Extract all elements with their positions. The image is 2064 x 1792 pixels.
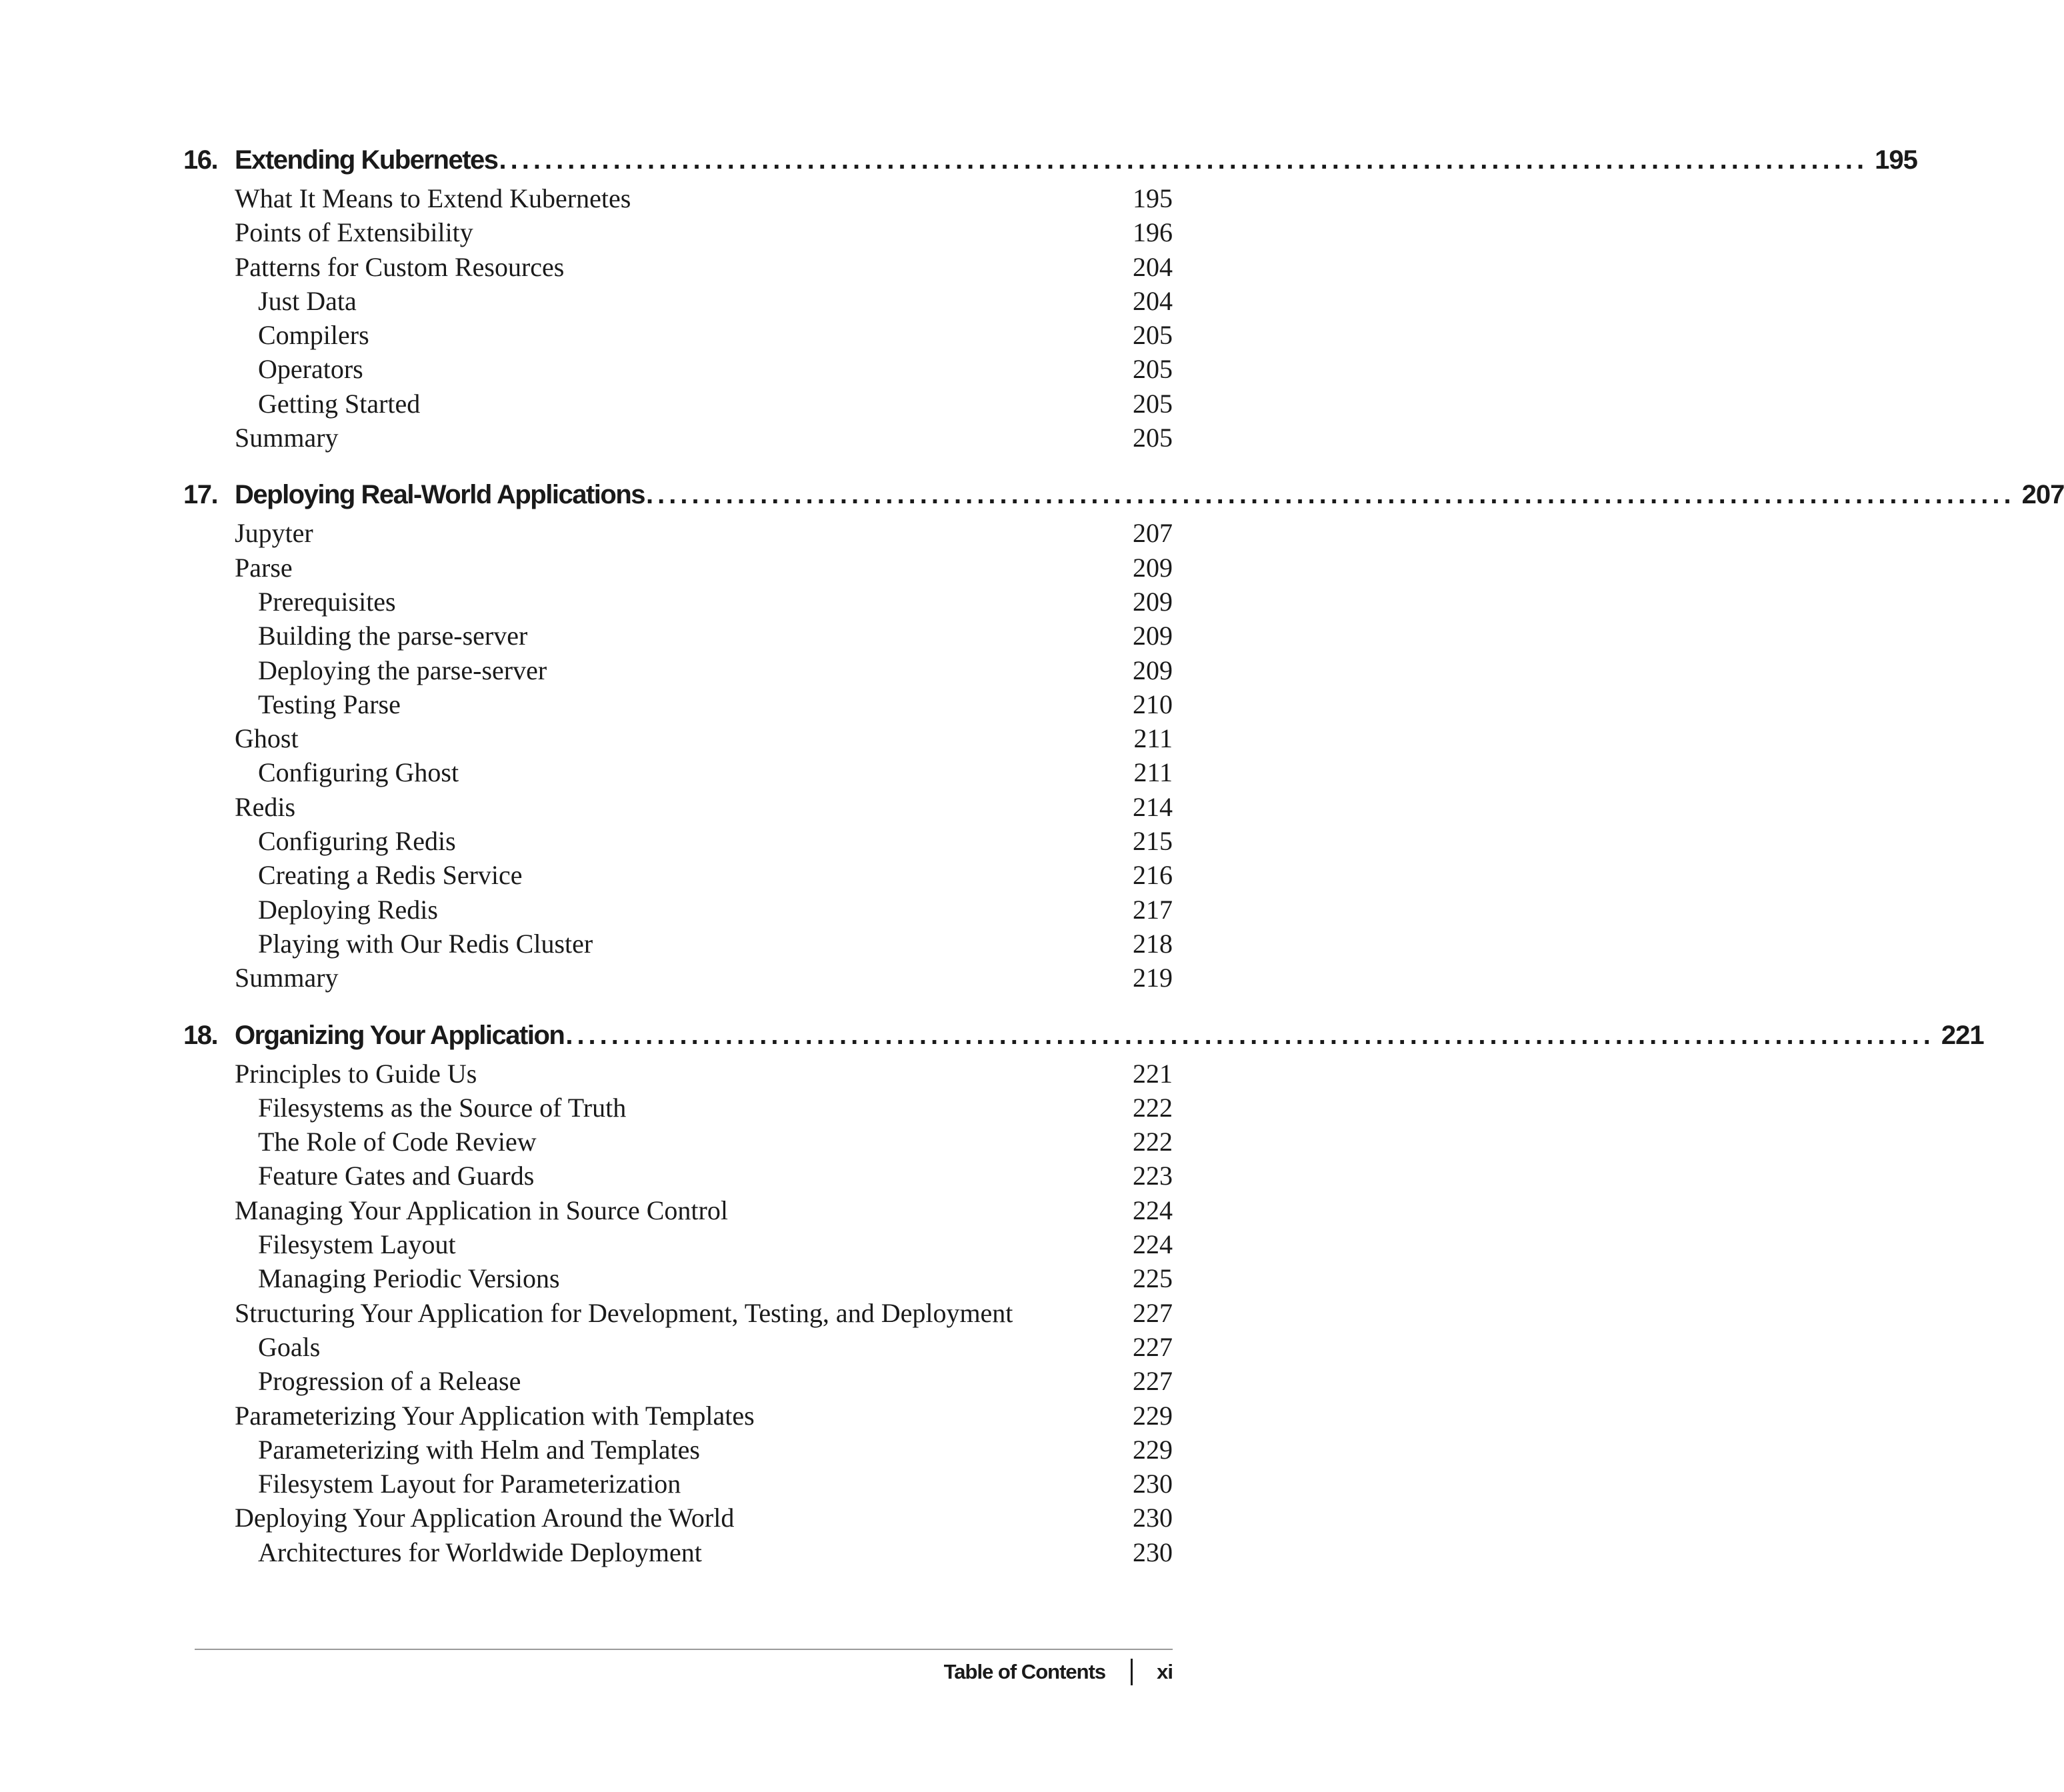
toc-subsection-entry[interactable] xyxy=(183,284,1173,318)
toc-section-entry[interactable] xyxy=(183,551,1173,585)
entry-page-number: 229 xyxy=(1133,1434,1173,1465)
entry-title: Summary xyxy=(235,423,339,453)
entry-page-number: 224 xyxy=(1133,1229,1173,1260)
entry-title: Deploying Your Application Around the World xyxy=(235,1503,735,1533)
toc-section-entry[interactable] xyxy=(183,961,1173,995)
entry-page-number: 229 xyxy=(1133,1400,1173,1431)
chapter-title: Organizing Your Application xyxy=(235,1020,565,1050)
toc-section-entry[interactable] xyxy=(183,516,1173,550)
entry-title: Architectures for Worldwide Deployment xyxy=(258,1537,702,1567)
entry-title: Parameterizing Your Application with Templates xyxy=(235,1400,755,1431)
entry-title: Testing Parse xyxy=(258,689,401,719)
footer-page-number: xi xyxy=(1157,1660,1173,1683)
entry-title: Patterns for Custom Resources xyxy=(235,251,565,282)
toc-subsection-entry[interactable] xyxy=(183,585,1173,619)
toc-subsection-entry[interactable] xyxy=(183,824,1173,858)
chapter-page-number: 195 xyxy=(1875,145,1917,175)
footer-section-label: Table of Contents xyxy=(943,1660,1106,1683)
toc-subsection-entry[interactable] xyxy=(183,1467,1173,1501)
entry-page-number: 222 xyxy=(1133,1127,1173,1157)
toc-subsection-entry[interactable] xyxy=(183,1535,1173,1569)
chapter-title: Extending Kubernetes xyxy=(235,145,498,175)
entry-page-number: 195 xyxy=(1133,183,1173,213)
toc-section-entry[interactable] xyxy=(183,250,1173,284)
entry-title: Building the parse-server xyxy=(258,621,528,651)
entry-page-number: 205 xyxy=(1133,423,1173,453)
entry-page-number: 223 xyxy=(1133,1161,1173,1191)
page-footer xyxy=(944,1659,1173,1685)
entry-title: Ghost xyxy=(235,723,299,754)
entry-page-number: 215 xyxy=(1133,826,1173,857)
entry-title: Filesystems as the Source of Truth xyxy=(258,1092,627,1123)
toc-section-entry[interactable] xyxy=(183,181,1173,215)
chapter-page-number: 221 xyxy=(1941,1020,1984,1050)
entry-title: Principles to Guide Us xyxy=(235,1058,477,1089)
entry-page-number: 209 xyxy=(1133,621,1173,651)
footer-rule xyxy=(195,1649,1173,1650)
entry-page-number: 205 xyxy=(1133,320,1173,351)
chapter-page-number: 207 xyxy=(2021,480,2064,510)
entry-page-number: 222 xyxy=(1133,1092,1173,1123)
toc-subsection-entry[interactable] xyxy=(183,1159,1173,1193)
entry-page-number: 217 xyxy=(1133,894,1173,925)
entry-page-number: 216 xyxy=(1133,860,1173,891)
toc-subsection-entry[interactable] xyxy=(183,927,1173,961)
entry-page-number: 210 xyxy=(1133,689,1173,719)
entry-title: Managing Periodic Versions xyxy=(258,1263,560,1294)
entry-page-number: 219 xyxy=(1133,963,1173,993)
entry-page-number: 227 xyxy=(1133,1366,1173,1397)
chapter-block xyxy=(183,480,2064,995)
entry-page-number: 214 xyxy=(1133,791,1173,822)
entry-title: Redis xyxy=(235,791,296,822)
toc-section-entry[interactable] xyxy=(183,1296,1173,1330)
entry-title: Feature Gates and Guards xyxy=(258,1161,535,1191)
toc-subsection-entry[interactable] xyxy=(183,1091,1173,1125)
chapter-number: 17. xyxy=(183,480,218,510)
entry-title: What It Means to Extend Kubernetes xyxy=(235,183,631,213)
entry-title: Deploying Redis xyxy=(258,894,438,925)
entry-page-number: 218 xyxy=(1133,928,1173,959)
entry-title: Managing Your Application in Source Control xyxy=(235,1195,728,1225)
entry-page-number: 209 xyxy=(1133,552,1173,583)
toc-section-entry[interactable] xyxy=(183,215,1173,249)
chapter-block xyxy=(183,145,1917,455)
toc-section-entry[interactable] xyxy=(183,421,1173,455)
entry-page-number: 227 xyxy=(1133,1297,1173,1328)
chapter-heading[interactable] xyxy=(183,1020,1984,1057)
toc-section-entry[interactable] xyxy=(183,721,1173,755)
toc-subsection-entry[interactable] xyxy=(183,1261,1173,1295)
toc-subsection-entry[interactable] xyxy=(183,1433,1173,1467)
entry-page-number: 230 xyxy=(1133,1503,1173,1533)
toc-subsection-entry[interactable] xyxy=(183,1364,1173,1398)
entry-page-number: 224 xyxy=(1133,1195,1173,1225)
entry-page-number: 225 xyxy=(1133,1263,1173,1294)
chapter-number: 16. xyxy=(183,145,218,175)
entry-title: Operators xyxy=(258,354,363,385)
toc-section-entry[interactable] xyxy=(183,790,1173,824)
toc-subsection-entry[interactable] xyxy=(183,1125,1173,1159)
chapter-number: 18. xyxy=(183,1020,218,1050)
footer-separator xyxy=(1131,1659,1133,1685)
entry-page-number: 209 xyxy=(1133,655,1173,685)
entry-title: Structuring Your Application for Development, Testing, and Deployment xyxy=(235,1297,1013,1328)
entry-page-number: 211 xyxy=(1133,723,1173,754)
entry-title: Parse xyxy=(235,552,293,583)
entry-page-number: 230 xyxy=(1133,1537,1173,1567)
entry-title: Configuring Redis xyxy=(258,826,456,857)
toc-section-entry[interactable] xyxy=(183,1057,1173,1091)
chapter-heading[interactable] xyxy=(183,480,2064,516)
entry-title: Configuring Ghost xyxy=(258,757,459,788)
dot-leader: ........................................................................................................................ xyxy=(646,480,2015,510)
entry-title: Creating a Redis Service xyxy=(258,860,523,891)
toc-subsection-entry[interactable] xyxy=(183,387,1173,421)
toc-subsection-entry[interactable] xyxy=(183,653,1173,687)
entry-page-number: 230 xyxy=(1133,1469,1173,1499)
entry-title: Filesystem Layout for Parameterization xyxy=(258,1469,681,1499)
entry-title: Deploying the parse-server xyxy=(258,655,547,685)
entry-page-number: 205 xyxy=(1133,388,1173,419)
toc-section-entry[interactable] xyxy=(183,1501,1173,1535)
entry-page-number: 211 xyxy=(1133,757,1173,788)
toc-subsection-entry[interactable] xyxy=(183,352,1173,386)
entry-title: The Role of Code Review xyxy=(258,1127,537,1157)
toc-subsection-entry[interactable] xyxy=(183,1330,1173,1364)
entry-title: Goals xyxy=(258,1331,321,1362)
table-of-contents xyxy=(183,145,2064,1595)
entry-title: Summary xyxy=(235,963,339,993)
entry-title: Progression of a Release xyxy=(258,1366,521,1397)
entry-page-number: 221 xyxy=(1133,1058,1173,1089)
entry-title: Parameterizing with Helm and Templates xyxy=(258,1434,700,1465)
toc-section-entry[interactable] xyxy=(183,1193,1173,1227)
toc-section-entry[interactable] xyxy=(183,1399,1173,1433)
toc-subsection-entry[interactable] xyxy=(183,893,1173,927)
entry-title: Compilers xyxy=(258,320,369,351)
entry-page-number: 204 xyxy=(1133,251,1173,282)
entry-page-number: 227 xyxy=(1133,1331,1173,1362)
toc-subsection-entry[interactable] xyxy=(183,755,1173,789)
toc-subsection-entry[interactable] xyxy=(183,687,1173,721)
entry-title: Just Data xyxy=(258,285,357,316)
chapter-title: Deploying Real-World Applications xyxy=(235,480,645,510)
entry-page-number: 209 xyxy=(1133,586,1173,617)
entry-page-number: 207 xyxy=(1133,518,1173,549)
toc-subsection-entry[interactable] xyxy=(183,1227,1173,1261)
entry-title: Points of Extensibility xyxy=(235,217,473,248)
dot-leader: ........................................................................................................................ xyxy=(499,145,1869,175)
chapter-heading[interactable] xyxy=(183,145,1917,181)
dot-leader: ........................................................................................................................ xyxy=(565,1020,1935,1050)
entry-title: Getting Started xyxy=(258,388,421,419)
entry-page-number: 205 xyxy=(1133,354,1173,385)
chapter-block xyxy=(183,1020,1984,1569)
entry-title: Playing with Our Redis Cluster xyxy=(258,928,593,959)
toc-subsection-entry[interactable] xyxy=(183,858,1173,892)
entry-page-number: 196 xyxy=(1133,217,1173,248)
entry-page-number: 204 xyxy=(1133,285,1173,316)
toc-subsection-entry[interactable] xyxy=(183,318,1173,352)
entry-title: Prerequisites xyxy=(258,586,396,617)
entry-title: Filesystem Layout xyxy=(258,1229,456,1260)
entry-title: Jupyter xyxy=(235,518,313,549)
toc-subsection-entry[interactable] xyxy=(183,619,1173,653)
